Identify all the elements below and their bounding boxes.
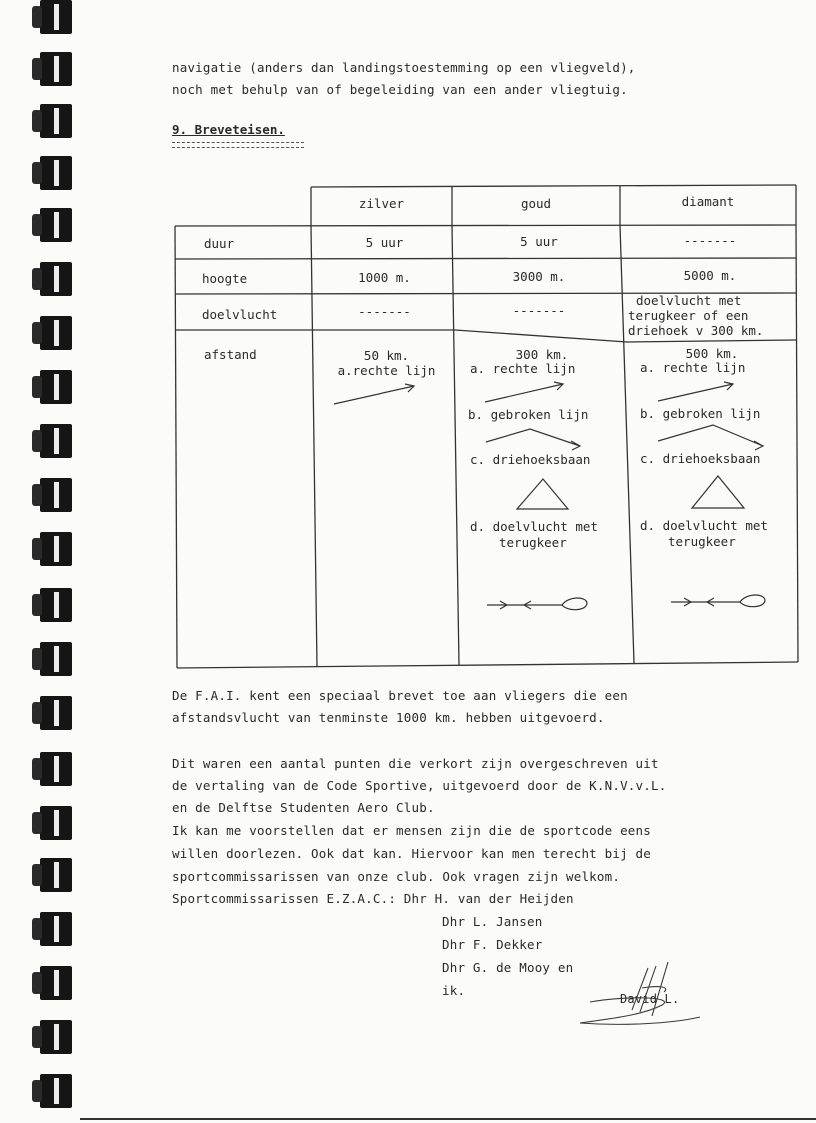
table-header: diamant: [681, 194, 735, 209]
distance-value: 300 km.: [515, 347, 569, 362]
table-header: zilver: [358, 196, 405, 211]
paragraph-line: de vertaling van de Code Sportive, uitgevoerd door de K.N.V.v.L.: [172, 778, 667, 793]
commissioner-name: Dhr L. Jansen: [442, 914, 543, 929]
table-cell: 5 uur: [365, 235, 404, 250]
paragraph-line: afstandsvlucht van tenminste 1000 km. hebben uitgevoerd.: [172, 710, 605, 725]
route-option: a. rechte lijn: [470, 361, 576, 376]
row-label: doelvlucht: [202, 307, 278, 322]
row-label: afstand: [204, 347, 257, 362]
route-option: b. gebroken lijn: [640, 406, 761, 421]
paragraph-line: Ik kan me voorstellen dat er mensen zijn die de sportcode eens: [172, 823, 651, 838]
table-cell: 3000 m.: [512, 269, 566, 284]
paragraph-line: De F.A.I. kent een speciaal brevet toe aan vliegers die een: [172, 688, 628, 703]
intro-line: navigatie (anders dan landingstoestemming op een vliegveld),: [172, 60, 636, 75]
paragraph-line: willen doorlezen. Ook dat kan. Hiervoor kan men terecht bij de: [172, 846, 651, 861]
paragraph-line: Sportcommissarissen E.Z.A.C.: Dhr H. van der Heijden: [172, 891, 574, 906]
table-cell: doelvlucht met: [636, 293, 742, 308]
distance-value: 500 km.: [685, 346, 739, 361]
section-heading: 9. Breveteisen.: [172, 122, 285, 137]
route-option: c. driehoeksbaan: [470, 452, 591, 467]
paragraph-line: en de Delftse Studenten Aero Club.: [172, 800, 435, 815]
route-option: d. doelvlucht met: [640, 518, 768, 533]
table-cell: -------: [683, 233, 737, 248]
table-cell: 5 uur: [520, 234, 558, 249]
paragraph-line: Dit waren een aantal punten die verkort zijn overgeschreven uit: [172, 756, 659, 771]
route-option: d. doelvlucht met: [470, 519, 598, 534]
table-cell: -------: [512, 303, 566, 318]
commissioner-name: Dhr G. de Mooy en: [442, 960, 574, 975]
table-header: goud: [520, 196, 552, 211]
table-cell: -------: [358, 304, 411, 319]
route-option: a.rechte lijn: [337, 363, 436, 378]
commissioner-name: Dhr F. Dekker: [442, 937, 543, 952]
table-cell: driehoek v 300 km.: [628, 323, 764, 338]
paragraph-line: sportcommissarissen van onze club. Ook vragen zijn welkom.: [172, 869, 621, 884]
route-option: a. rechte lijn: [640, 360, 746, 375]
row-label: duur: [204, 236, 235, 251]
table-cell: terugkeer of een: [628, 308, 749, 323]
route-option: c. driehoeksbaan: [640, 451, 761, 466]
route-option: terugkeer: [668, 534, 736, 549]
signature: David L.: [620, 992, 680, 1006]
table-cell: 5000 m.: [683, 268, 737, 283]
intro-line: noch met behulp van of begeleiding van een ander vliegtuig.: [172, 82, 628, 97]
route-option: b. gebroken lijn: [468, 407, 589, 422]
commissioner-name: ik.: [442, 983, 466, 998]
table-cell: 1000 m.: [358, 270, 411, 285]
row-label: hoogte: [202, 271, 248, 286]
distance-value: 50 km.: [363, 348, 410, 363]
page-bottom-edge: [80, 1118, 816, 1120]
route-option: terugkeer: [499, 535, 567, 550]
